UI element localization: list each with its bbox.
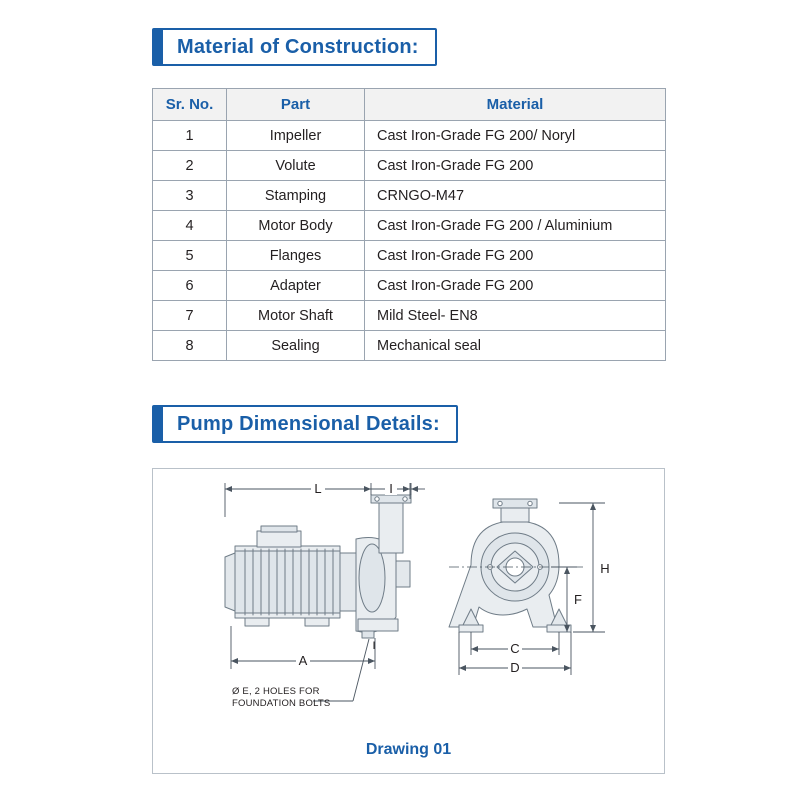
table-header-row [153, 89, 666, 121]
column-header-material: Material [365, 89, 666, 121]
dimension-label-I: I [389, 481, 393, 496]
cell-part: Volute [227, 151, 365, 181]
cell-sr-no: 4 [153, 211, 227, 241]
dimension-label-D: D [510, 660, 520, 675]
column-header-sr-no: Sr. No. [153, 89, 227, 121]
cell-part: Adapter [227, 271, 365, 301]
dimension-label-C: C [510, 641, 520, 656]
cell-part: Sealing [227, 331, 365, 361]
dimension-label-F: F [574, 592, 582, 607]
cell-material: Cast Iron-Grade FG 200 [365, 241, 666, 271]
cell-part: Motor Shaft [227, 301, 365, 331]
dimension-label-I-base: I [372, 640, 376, 652]
pump-technical-drawing [153, 469, 666, 775]
pump-drawing-panel [152, 468, 665, 774]
table-row [153, 151, 666, 181]
foundation-bolt-note [232, 686, 330, 709]
section-heading-dimensions-label: Pump Dimensional Details: [177, 412, 440, 435]
drawing-caption: Drawing 01 [365, 741, 452, 758]
foundation-bolt-note-line2: FOUNDATION BOLTS [232, 697, 331, 709]
section-heading-material-label: Material of Construction: [177, 35, 419, 58]
table-row [153, 271, 666, 301]
table-row [153, 121, 666, 151]
cell-sr-no: 8 [153, 331, 227, 361]
table-row [153, 181, 666, 211]
dimension-label-A: A [298, 653, 308, 668]
cell-sr-no: 5 [153, 241, 227, 271]
cell-sr-no: 7 [153, 301, 227, 331]
cell-sr-no: 2 [153, 151, 227, 181]
table-row [153, 211, 666, 241]
cell-material: CRNGO-M47 [365, 181, 666, 211]
cell-material: Cast Iron-Grade FG 200 [365, 151, 666, 181]
cell-part: Stamping [227, 181, 365, 211]
table-row [153, 331, 666, 361]
section-heading-dimensions [152, 405, 458, 443]
cell-part: Impeller [227, 121, 365, 151]
cell-material: Cast Iron-Grade FG 200 / Aluminium [365, 211, 666, 241]
heading-accent-bar [154, 30, 163, 64]
material-of-construction-table [152, 88, 666, 361]
dimension-label-L: L [314, 481, 322, 496]
cell-part: Motor Body [227, 211, 365, 241]
cell-sr-no: 3 [153, 181, 227, 211]
table-row [153, 241, 666, 271]
table-row [153, 301, 666, 331]
cell-part: Flanges [227, 241, 365, 271]
dimension-label-H: H [600, 561, 610, 576]
cell-sr-no: 1 [153, 121, 227, 151]
cell-material: Cast Iron-Grade FG 200 [365, 271, 666, 301]
cell-material: Mild Steel- EN8 [365, 301, 666, 331]
foundation-bolt-note-line1: Ø E, 2 HOLES FOR [232, 686, 320, 697]
cell-material: Mechanical seal [365, 331, 666, 361]
heading-accent-bar [154, 407, 163, 441]
section-heading-material [152, 28, 437, 66]
cell-material: Cast Iron-Grade FG 200/ Noryl [365, 121, 666, 151]
column-header-part: Part [227, 89, 365, 121]
cell-sr-no: 6 [153, 271, 227, 301]
